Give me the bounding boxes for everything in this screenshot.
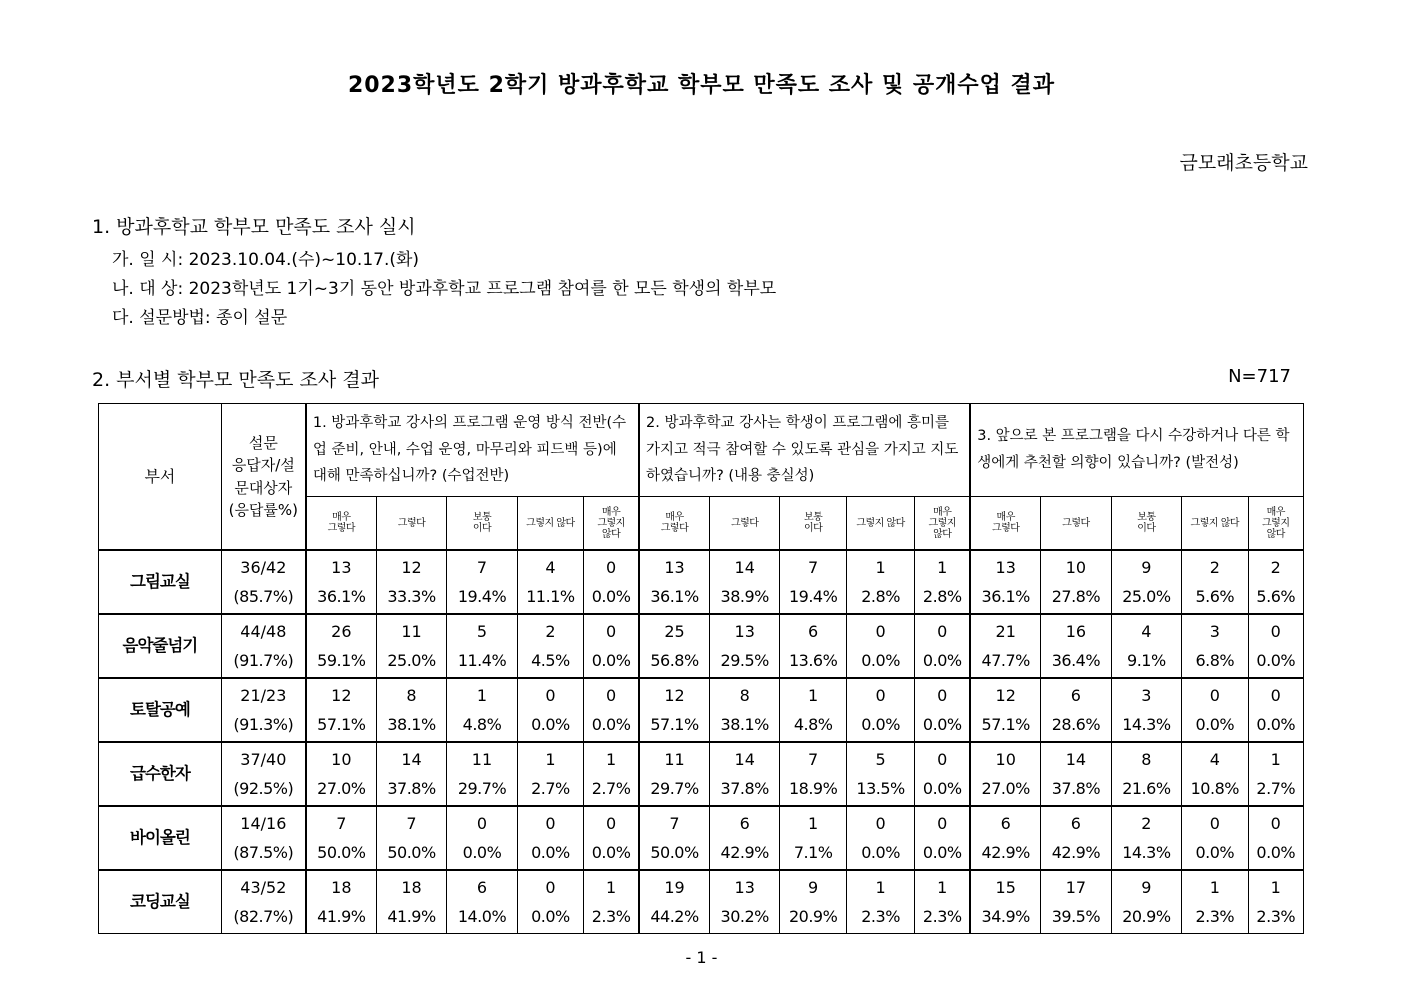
percent-cell: 20.9%	[1111, 902, 1181, 934]
table-row-percent	[99, 646, 1304, 678]
percent-cell: 20.9%	[780, 902, 846, 934]
response-count: 37/40	[221, 742, 306, 774]
percent-cell: 0.0%	[517, 838, 583, 870]
count-cell: 12	[970, 678, 1040, 710]
response-rate: (85.7%)	[221, 582, 306, 614]
count-cell: 2	[517, 614, 583, 646]
count-cell: 2	[1182, 550, 1248, 582]
count-cell: 11	[639, 742, 709, 774]
percent-cell: 27.0%	[306, 774, 376, 806]
count-cell: 0	[1182, 806, 1248, 838]
response-count: 36/42	[221, 550, 306, 582]
count-cell: 0	[915, 614, 970, 646]
section1-line-target: 나. 대 상: 2023학년도 1기~3기 동안 방과후학교 프로그램 참여를 한 모든 학생의 학부모	[112, 279, 777, 299]
results-table	[98, 403, 1304, 934]
percent-cell: 38.1%	[376, 710, 446, 742]
count-cell: 13	[709, 614, 779, 646]
count-cell: 5	[846, 742, 914, 774]
count-cell: 14	[376, 742, 446, 774]
count-cell: 0	[846, 806, 914, 838]
percent-cell: 0.0%	[915, 646, 970, 678]
dept-name: 바이올린	[99, 806, 222, 870]
count-cell: 1	[846, 870, 914, 902]
percent-cell: 0.0%	[584, 838, 639, 870]
percent-cell: 4.8%	[780, 710, 846, 742]
percent-cell: 0.0%	[915, 710, 970, 742]
count-cell: 7	[780, 742, 846, 774]
count-cell: 0	[846, 678, 914, 710]
percent-cell: 0.0%	[915, 838, 970, 870]
count-cell: 12	[306, 678, 376, 710]
percent-cell: 14.3%	[1111, 838, 1181, 870]
percent-cell: 11.1%	[517, 582, 583, 614]
count-cell: 0	[915, 806, 970, 838]
percent-cell: 47.7%	[970, 646, 1040, 678]
table-row	[99, 806, 1304, 838]
count-cell: 13	[970, 550, 1040, 582]
percent-cell: 19.4%	[780, 582, 846, 614]
option-header-q3-1: 매우 그렇다	[970, 497, 1040, 551]
percent-cell: 37.8%	[709, 774, 779, 806]
percent-cell: 10.8%	[1182, 774, 1248, 806]
count-cell: 13	[709, 870, 779, 902]
count-cell: 12	[376, 550, 446, 582]
percent-cell: 0.0%	[1182, 710, 1248, 742]
percent-cell: 57.1%	[306, 710, 376, 742]
count-cell: 19	[639, 870, 709, 902]
percent-cell: 2.3%	[584, 902, 639, 934]
count-cell: 12	[639, 678, 709, 710]
count-cell: 14	[1041, 742, 1111, 774]
count-cell: 1	[447, 678, 517, 710]
count-cell: 17	[1041, 870, 1111, 902]
percent-cell: 27.0%	[970, 774, 1040, 806]
count-cell: 6	[1041, 678, 1111, 710]
count-cell: 13	[639, 550, 709, 582]
count-cell: 9	[780, 870, 846, 902]
percent-cell: 5.6%	[1248, 582, 1304, 614]
percent-cell: 2.3%	[915, 902, 970, 934]
percent-cell: 2.7%	[584, 774, 639, 806]
percent-cell: 0.0%	[915, 774, 970, 806]
header-response	[221, 404, 306, 551]
count-cell: 14	[709, 742, 779, 774]
percent-cell: 29.7%	[639, 774, 709, 806]
count-cell: 16	[1041, 614, 1111, 646]
percent-cell: 33.3%	[376, 582, 446, 614]
count-cell: 6	[1041, 806, 1111, 838]
document-title: 2023학년도 2학기 방과후학교 학부모 만족도 조사 및 공개수업 결과	[347, 73, 1056, 98]
option-header-q2-2: 그렇다	[709, 497, 779, 551]
percent-cell: 29.7%	[447, 774, 517, 806]
percent-cell: 34.9%	[970, 902, 1040, 934]
count-cell: 0	[584, 806, 639, 838]
option-header-q1-3: 보통 이다	[447, 497, 517, 551]
response-count: 14/16	[221, 806, 306, 838]
percent-cell: 28.6%	[1041, 710, 1111, 742]
option-header-q3-3: 보통 이다	[1111, 497, 1181, 551]
count-cell: 0	[1248, 678, 1304, 710]
count-cell: 21	[970, 614, 1040, 646]
section1-line-method: 다. 설문방법: 종이 설문	[112, 308, 288, 328]
option-header-q1-2: 그렇다	[376, 497, 446, 551]
count-cell: 7	[447, 550, 517, 582]
dept-name: 급수한자	[99, 742, 222, 806]
dept-name: 토탈공예	[99, 678, 222, 742]
percent-cell: 13.6%	[780, 646, 846, 678]
section1-heading: 1. 방과후학교 학부모 만족도 조사 실시	[92, 216, 416, 238]
percent-cell: 2.8%	[915, 582, 970, 614]
header-response-line-2: 응답자/설	[231, 456, 295, 474]
option-header-q3-2: 그렇다	[1041, 497, 1111, 551]
count-cell: 3	[1182, 614, 1248, 646]
table-row	[99, 870, 1304, 902]
count-cell: 0	[915, 742, 970, 774]
percent-cell: 0.0%	[584, 646, 639, 678]
count-cell: 0	[1182, 678, 1248, 710]
table-row	[99, 678, 1304, 710]
dept-name: 음악줄넘기	[99, 614, 222, 678]
count-cell: 0	[915, 678, 970, 710]
count-cell: 1	[1248, 742, 1304, 774]
count-cell: 10	[970, 742, 1040, 774]
percent-cell: 2.3%	[1248, 902, 1304, 934]
count-cell: 7	[306, 806, 376, 838]
percent-cell: 7.1%	[780, 838, 846, 870]
header-response-line-4: (응답률%)	[228, 501, 299, 519]
option-header-q3-5: 매우 그렇지 않다	[1248, 497, 1304, 551]
count-cell: 15	[970, 870, 1040, 902]
option-header-q3-4: 그렇지 않다	[1182, 497, 1248, 551]
percent-cell: 41.9%	[376, 902, 446, 934]
percent-cell: 14.3%	[1111, 710, 1181, 742]
count-cell: 13	[306, 550, 376, 582]
count-cell: 4	[1111, 614, 1181, 646]
section1-line-date: 가. 일 시: 2023.10.04.(수)~10.17.(화)	[112, 250, 420, 270]
count-cell: 4	[517, 550, 583, 582]
question-2-header: 2. 방과후학교 강사는 학생이 프로그램에 흥미를 가지고 적극 참여할 수 있도록 관심을 가지고 지도하였습니까? (내용 충실성)	[639, 404, 970, 497]
count-cell: 10	[1041, 550, 1111, 582]
count-cell: 1	[915, 550, 970, 582]
count-cell: 0	[584, 614, 639, 646]
percent-cell: 42.9%	[970, 838, 1040, 870]
percent-cell: 0.0%	[447, 838, 517, 870]
question-3-header: 3. 앞으로 본 프로그램을 다시 수강하거나 다른 학생에게 추천할 의향이 있습니까? (발전성)	[970, 404, 1303, 497]
percent-cell: 2.7%	[517, 774, 583, 806]
percent-cell: 50.0%	[376, 838, 446, 870]
percent-cell: 56.8%	[639, 646, 709, 678]
count-cell: 6	[970, 806, 1040, 838]
count-cell: 4	[1182, 742, 1248, 774]
table-row-percent	[99, 582, 1304, 614]
count-cell: 1	[1248, 870, 1304, 902]
count-cell: 1	[846, 550, 914, 582]
option-header-q1-4: 그렇지 않다	[517, 497, 583, 551]
table-row	[99, 742, 1304, 774]
percent-cell: 37.8%	[376, 774, 446, 806]
response-count: 43/52	[221, 870, 306, 902]
percent-cell: 44.2%	[639, 902, 709, 934]
option-header-q2-1: 매우 그렇다	[639, 497, 709, 551]
option-header-q2-4: 그렇지 않다	[846, 497, 914, 551]
count-cell: 0	[584, 678, 639, 710]
school-name: 금모래초등학교	[1179, 152, 1308, 174]
count-cell: 0	[584, 550, 639, 582]
count-cell: 26	[306, 614, 376, 646]
percent-cell: 2.3%	[1182, 902, 1248, 934]
percent-cell: 13.5%	[846, 774, 914, 806]
percent-cell: 38.9%	[709, 582, 779, 614]
count-cell: 3	[1111, 678, 1181, 710]
percent-cell: 5.6%	[1182, 582, 1248, 614]
option-header-q1-5: 매우 그렇지 않다	[584, 497, 639, 551]
percent-cell: 57.1%	[639, 710, 709, 742]
count-cell: 1	[584, 870, 639, 902]
count-cell: 9	[1111, 870, 1181, 902]
percent-cell: 38.1%	[709, 710, 779, 742]
header-response-line-3: 문대상자	[234, 478, 293, 497]
section2-heading: 2. 부서별 학부모 만족도 조사 결과	[92, 369, 379, 391]
percent-cell: 27.8%	[1041, 582, 1111, 614]
count-cell: 0	[447, 806, 517, 838]
count-cell: 18	[306, 870, 376, 902]
count-cell: 1	[915, 870, 970, 902]
table-row-percent	[99, 902, 1304, 934]
percent-cell: 42.9%	[1041, 838, 1111, 870]
count-cell: 18	[376, 870, 446, 902]
count-cell: 2	[1111, 806, 1181, 838]
count-cell: 7	[780, 550, 846, 582]
percent-cell: 36.1%	[970, 582, 1040, 614]
percent-cell: 14.0%	[447, 902, 517, 934]
percent-cell: 0.0%	[517, 710, 583, 742]
percent-cell: 42.9%	[709, 838, 779, 870]
count-cell: 1	[780, 678, 846, 710]
count-cell: 1	[517, 742, 583, 774]
percent-cell: 25.0%	[376, 646, 446, 678]
count-cell: 1	[780, 806, 846, 838]
dept-name: 그림교실	[99, 550, 222, 614]
response-count: 44/48	[221, 614, 306, 646]
count-cell: 11	[376, 614, 446, 646]
count-cell: 6	[780, 614, 846, 646]
percent-cell: 0.0%	[1182, 838, 1248, 870]
percent-cell: 0.0%	[584, 582, 639, 614]
table-row-percent	[99, 774, 1304, 806]
percent-cell: 57.1%	[970, 710, 1040, 742]
count-cell: 14	[709, 550, 779, 582]
count-cell: 6	[447, 870, 517, 902]
percent-cell: 36.1%	[639, 582, 709, 614]
percent-cell: 37.8%	[1041, 774, 1111, 806]
percent-cell: 0.0%	[1248, 838, 1304, 870]
response-rate: (91.3%)	[221, 710, 306, 742]
count-cell: 9	[1111, 550, 1181, 582]
response-count: 21/23	[221, 678, 306, 710]
percent-cell: 4.8%	[447, 710, 517, 742]
count-cell: 0	[1248, 614, 1304, 646]
count-cell: 0	[517, 678, 583, 710]
option-header-q2-3: 보통 이다	[780, 497, 846, 551]
percent-cell: 41.9%	[306, 902, 376, 934]
header-response-line-1: 설문	[248, 433, 278, 452]
percent-cell: 0.0%	[1248, 646, 1304, 678]
count-cell: 1	[1182, 870, 1248, 902]
percent-cell: 0.0%	[1248, 710, 1304, 742]
percent-cell: 50.0%	[306, 838, 376, 870]
table-row-percent	[99, 838, 1304, 870]
count-cell: 0	[1248, 806, 1304, 838]
percent-cell: 25.0%	[1111, 582, 1181, 614]
count-cell: 7	[639, 806, 709, 838]
count-cell: 10	[306, 742, 376, 774]
percent-cell: 0.0%	[846, 710, 914, 742]
count-cell: 0	[517, 806, 583, 838]
percent-cell: 11.4%	[447, 646, 517, 678]
sample-size-label: N=717	[1228, 366, 1291, 387]
table-row	[99, 550, 1304, 582]
header-dept: 부서	[99, 404, 222, 551]
percent-cell: 9.1%	[1111, 646, 1181, 678]
count-cell: 25	[639, 614, 709, 646]
percent-cell: 21.6%	[1111, 774, 1181, 806]
percent-cell: 2.7%	[1248, 774, 1304, 806]
percent-cell: 6.8%	[1182, 646, 1248, 678]
response-rate: (92.5%)	[221, 774, 306, 806]
page-number: - 1 -	[685, 948, 718, 967]
response-rate: (82.7%)	[221, 902, 306, 934]
percent-cell: 36.1%	[306, 582, 376, 614]
percent-cell: 0.0%	[584, 710, 639, 742]
percent-cell: 50.0%	[639, 838, 709, 870]
response-rate: (87.5%)	[221, 838, 306, 870]
count-cell: 0	[846, 614, 914, 646]
percent-cell: 0.0%	[846, 646, 914, 678]
percent-cell: 36.4%	[1041, 646, 1111, 678]
count-cell: 8	[709, 678, 779, 710]
percent-cell: 29.5%	[709, 646, 779, 678]
table-row	[99, 614, 1304, 646]
percent-cell: 0.0%	[517, 902, 583, 934]
percent-cell: 4.5%	[517, 646, 583, 678]
percent-cell: 30.2%	[709, 902, 779, 934]
percent-cell: 18.9%	[780, 774, 846, 806]
dept-name: 코딩교실	[99, 870, 222, 934]
count-cell: 11	[447, 742, 517, 774]
percent-cell: 2.8%	[846, 582, 914, 614]
count-cell: 8	[376, 678, 446, 710]
count-cell: 7	[376, 806, 446, 838]
count-cell: 8	[1111, 742, 1181, 774]
count-cell: 1	[584, 742, 639, 774]
count-cell: 5	[447, 614, 517, 646]
count-cell: 0	[517, 870, 583, 902]
question-1-header: 1. 방과후학교 강사의 프로그램 운영 방식 전반(수업 준비, 안내, 수업 운영, 마무리와 피드백 등)에 대해 만족하십니까? (수업전반)	[306, 404, 639, 497]
percent-cell: 19.4%	[447, 582, 517, 614]
percent-cell: 59.1%	[306, 646, 376, 678]
percent-cell: 0.0%	[846, 838, 914, 870]
option-header-q1-1: 매우 그렇다	[306, 497, 376, 551]
option-header-q2-5: 매우 그렇지 않다	[915, 497, 970, 551]
count-cell: 2	[1248, 550, 1304, 582]
percent-cell: 39.5%	[1041, 902, 1111, 934]
count-cell: 6	[709, 806, 779, 838]
percent-cell: 2.3%	[846, 902, 914, 934]
response-rate: (91.7%)	[221, 646, 306, 678]
table-row-percent	[99, 710, 1304, 742]
